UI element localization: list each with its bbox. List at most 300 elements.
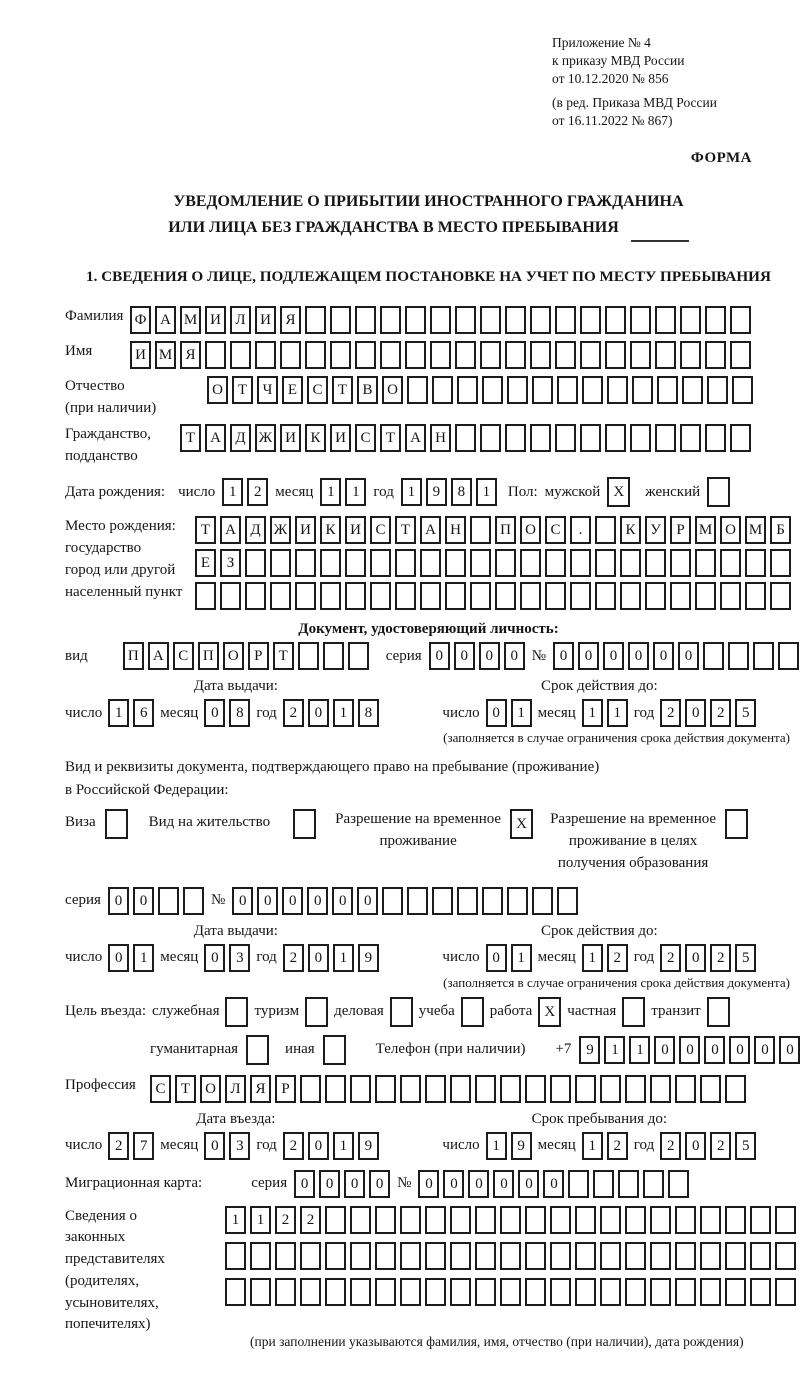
char-cell[interactable] — [270, 549, 291, 577]
char-cell[interactable] — [682, 376, 703, 404]
char-cell[interactable]: 1 — [511, 699, 532, 727]
char-cell[interactable]: О — [207, 376, 228, 404]
char-cell[interactable] — [580, 424, 601, 452]
char-cell[interactable] — [482, 376, 503, 404]
char-cell[interactable]: 1 — [629, 1036, 650, 1064]
char-cell[interactable] — [770, 549, 791, 577]
char-cell[interactable] — [470, 582, 491, 610]
char-cell[interactable] — [355, 341, 376, 369]
char-cell[interactable] — [645, 582, 666, 610]
char-cell[interactable]: 0 — [429, 642, 450, 670]
char-cell[interactable]: 2 — [660, 944, 681, 972]
char-cell[interactable] — [582, 376, 603, 404]
char-cell[interactable]: X — [607, 477, 630, 507]
char-cell[interactable] — [445, 582, 466, 610]
char-cell[interactable]: 2 — [283, 699, 304, 727]
char-cell[interactable] — [700, 1206, 721, 1234]
char-cell[interactable] — [325, 1242, 346, 1270]
char-cell[interactable] — [246, 1035, 269, 1065]
char-cell[interactable] — [545, 549, 566, 577]
char-cell[interactable]: 2 — [710, 944, 731, 972]
char-cell[interactable]: 2 — [660, 1132, 681, 1160]
char-cell[interactable] — [655, 424, 676, 452]
char-cell[interactable] — [275, 1242, 296, 1270]
char-cell[interactable]: А — [220, 516, 241, 544]
char-cell[interactable]: А — [155, 306, 176, 334]
char-cell[interactable]: Р — [248, 642, 269, 670]
char-cell[interactable] — [655, 306, 676, 334]
char-cell[interactable] — [250, 1278, 271, 1306]
char-cell[interactable]: 0 — [108, 887, 129, 915]
char-cell[interactable]: 9 — [358, 944, 379, 972]
char-cell[interactable] — [555, 306, 576, 334]
char-cell[interactable]: С — [355, 424, 376, 452]
char-cell[interactable] — [507, 887, 528, 915]
char-cell[interactable]: 0 — [282, 887, 303, 915]
char-cell[interactable] — [230, 341, 251, 369]
char-cell[interactable] — [295, 549, 316, 577]
char-cell[interactable]: 0 — [704, 1036, 725, 1064]
char-cell[interactable] — [530, 424, 551, 452]
char-cell[interactable]: 2 — [283, 944, 304, 972]
char-cell[interactable]: К — [305, 424, 326, 452]
char-cell[interactable] — [680, 424, 701, 452]
char-cell[interactable] — [725, 1206, 746, 1234]
char-cell[interactable]: Ж — [255, 424, 276, 452]
char-cell[interactable] — [730, 341, 751, 369]
char-cell[interactable] — [625, 1242, 646, 1270]
char-cell[interactable]: 1 — [345, 478, 366, 506]
char-cell[interactable] — [600, 1075, 621, 1103]
char-cell[interactable]: 8 — [451, 478, 472, 506]
char-cell[interactable] — [345, 549, 366, 577]
char-cell[interactable] — [348, 642, 369, 670]
char-cell[interactable]: 0 — [443, 1170, 464, 1198]
char-cell[interactable]: Т — [232, 376, 253, 404]
char-cell[interactable] — [750, 1278, 771, 1306]
char-cell[interactable]: 0 — [685, 1132, 706, 1160]
char-cell[interactable] — [775, 1278, 796, 1306]
char-cell[interactable]: О — [223, 642, 244, 670]
char-cell[interactable] — [380, 341, 401, 369]
char-cell[interactable] — [480, 341, 501, 369]
char-cell[interactable] — [370, 582, 391, 610]
char-cell[interactable] — [707, 376, 728, 404]
char-cell[interactable] — [703, 642, 724, 670]
char-cell[interactable]: 0 — [204, 944, 225, 972]
char-cell[interactable] — [461, 997, 484, 1027]
char-cell[interactable] — [670, 549, 691, 577]
char-cell[interactable]: Т — [332, 376, 353, 404]
char-cell[interactable]: Р — [275, 1075, 296, 1103]
char-cell[interactable]: 2 — [275, 1206, 296, 1234]
char-cell[interactable]: И — [345, 516, 366, 544]
char-cell[interactable] — [630, 306, 651, 334]
char-cell[interactable]: 0 — [344, 1170, 365, 1198]
char-cell[interactable]: 0 — [654, 1036, 675, 1064]
char-cell[interactable] — [505, 424, 526, 452]
char-cell[interactable] — [455, 306, 476, 334]
char-cell[interactable] — [625, 1278, 646, 1306]
char-cell[interactable] — [430, 341, 451, 369]
char-cell[interactable] — [400, 1075, 421, 1103]
char-cell[interactable] — [495, 582, 516, 610]
char-cell[interactable]: 0 — [308, 1132, 329, 1160]
char-cell[interactable] — [595, 549, 616, 577]
char-cell[interactable]: И — [255, 306, 276, 334]
char-cell[interactable] — [505, 341, 526, 369]
char-cell[interactable] — [420, 582, 441, 610]
char-cell[interactable] — [432, 376, 453, 404]
char-cell[interactable]: С — [150, 1075, 171, 1103]
char-cell[interactable] — [525, 1242, 546, 1270]
char-cell[interactable]: К — [320, 516, 341, 544]
char-cell[interactable] — [380, 306, 401, 334]
char-cell[interactable]: 0 — [504, 642, 525, 670]
char-cell[interactable] — [245, 582, 266, 610]
char-cell[interactable] — [618, 1170, 639, 1198]
char-cell[interactable]: А — [148, 642, 169, 670]
char-cell[interactable] — [470, 516, 491, 544]
char-cell[interactable] — [395, 549, 416, 577]
char-cell[interactable] — [695, 582, 716, 610]
char-cell[interactable]: 5 — [735, 699, 756, 727]
char-cell[interactable] — [305, 341, 326, 369]
char-cell[interactable] — [400, 1206, 421, 1234]
char-cell[interactable] — [220, 582, 241, 610]
char-cell[interactable]: 1 — [582, 944, 603, 972]
char-cell[interactable] — [600, 1206, 621, 1234]
char-cell[interactable] — [475, 1075, 496, 1103]
char-cell[interactable]: 0 — [486, 944, 507, 972]
char-cell[interactable]: 1 — [607, 699, 628, 727]
char-cell[interactable]: 2 — [607, 944, 628, 972]
char-cell[interactable] — [605, 424, 626, 452]
char-cell[interactable] — [250, 1242, 271, 1270]
char-cell[interactable] — [668, 1170, 689, 1198]
char-cell[interactable] — [593, 1170, 614, 1198]
char-cell[interactable] — [570, 582, 591, 610]
char-cell[interactable]: 0 — [729, 1036, 750, 1064]
char-cell[interactable] — [650, 1075, 671, 1103]
char-cell[interactable] — [550, 1242, 571, 1270]
char-cell[interactable] — [425, 1242, 446, 1270]
char-cell[interactable]: 2 — [283, 1132, 304, 1160]
char-cell[interactable]: С — [370, 516, 391, 544]
char-cell[interactable]: 0 — [493, 1170, 514, 1198]
char-cell[interactable]: А — [205, 424, 226, 452]
char-cell[interactable]: 0 — [543, 1170, 564, 1198]
char-cell[interactable] — [607, 376, 628, 404]
char-cell[interactable]: 1 — [582, 1132, 603, 1160]
char-cell[interactable]: 9 — [358, 1132, 379, 1160]
char-cell[interactable] — [505, 306, 526, 334]
char-cell[interactable] — [530, 341, 551, 369]
char-cell[interactable] — [620, 582, 641, 610]
char-cell[interactable] — [375, 1278, 396, 1306]
char-cell[interactable]: С — [545, 516, 566, 544]
char-cell[interactable] — [480, 424, 501, 452]
char-cell[interactable] — [705, 306, 726, 334]
char-cell[interactable]: 0 — [308, 944, 329, 972]
char-cell[interactable] — [650, 1278, 671, 1306]
char-cell[interactable]: 7 — [133, 1132, 154, 1160]
char-cell[interactable] — [545, 582, 566, 610]
char-cell[interactable]: 9 — [579, 1036, 600, 1064]
char-cell[interactable]: П — [495, 516, 516, 544]
char-cell[interactable] — [622, 997, 645, 1027]
char-cell[interactable]: М — [155, 341, 176, 369]
char-cell[interactable] — [675, 1278, 696, 1306]
char-cell[interactable] — [725, 809, 748, 839]
char-cell[interactable] — [390, 997, 413, 1027]
char-cell[interactable] — [700, 1075, 721, 1103]
char-cell[interactable] — [500, 1206, 521, 1234]
char-cell[interactable]: 0 — [232, 887, 253, 915]
char-cell[interactable]: Я — [250, 1075, 271, 1103]
char-cell[interactable]: Н — [445, 516, 466, 544]
char-cell[interactable]: М — [745, 516, 766, 544]
char-cell[interactable]: Л — [230, 306, 251, 334]
char-cell[interactable]: 0 — [257, 887, 278, 915]
char-cell[interactable]: Т — [273, 642, 294, 670]
char-cell[interactable] — [475, 1242, 496, 1270]
char-cell[interactable] — [775, 1206, 796, 1234]
char-cell[interactable]: О — [520, 516, 541, 544]
char-cell[interactable]: И — [205, 306, 226, 334]
char-cell[interactable]: Т — [175, 1075, 196, 1103]
char-cell[interactable]: О — [382, 376, 403, 404]
char-cell[interactable]: 1 — [333, 699, 354, 727]
char-cell[interactable]: 0 — [133, 887, 154, 915]
char-cell[interactable] — [520, 582, 541, 610]
char-cell[interactable] — [375, 1075, 396, 1103]
char-cell[interactable]: 1 — [222, 478, 243, 506]
char-cell[interactable]: 1 — [476, 478, 497, 506]
char-cell[interactable] — [455, 424, 476, 452]
char-cell[interactable]: С — [173, 642, 194, 670]
char-cell[interactable] — [320, 549, 341, 577]
char-cell[interactable]: 0 — [307, 887, 328, 915]
char-cell[interactable] — [305, 306, 326, 334]
char-cell[interactable] — [105, 809, 128, 839]
char-cell[interactable]: В — [357, 376, 378, 404]
char-cell[interactable] — [205, 341, 226, 369]
char-cell[interactable]: Ж — [270, 516, 291, 544]
char-cell[interactable]: И — [330, 424, 351, 452]
char-cell[interactable] — [655, 341, 676, 369]
char-cell[interactable]: 0 — [204, 1132, 225, 1160]
char-cell[interactable]: И — [130, 341, 151, 369]
char-cell[interactable] — [525, 1206, 546, 1234]
char-cell[interactable] — [300, 1242, 321, 1270]
char-cell[interactable] — [732, 376, 753, 404]
char-cell[interactable] — [407, 887, 428, 915]
char-cell[interactable] — [370, 549, 391, 577]
char-cell[interactable]: К — [620, 516, 641, 544]
char-cell[interactable]: 0 — [754, 1036, 775, 1064]
char-cell[interactable] — [705, 341, 726, 369]
char-cell[interactable] — [432, 887, 453, 915]
char-cell[interactable] — [557, 887, 578, 915]
char-cell[interactable]: 0 — [685, 699, 706, 727]
char-cell[interactable]: 8 — [358, 699, 379, 727]
char-cell[interactable] — [550, 1278, 571, 1306]
char-cell[interactable] — [625, 1206, 646, 1234]
char-cell[interactable] — [293, 809, 316, 839]
char-cell[interactable]: П — [198, 642, 219, 670]
char-cell[interactable]: 2 — [247, 478, 268, 506]
char-cell[interactable]: 1 — [511, 944, 532, 972]
char-cell[interactable] — [705, 424, 726, 452]
char-cell[interactable] — [645, 549, 666, 577]
char-cell[interactable]: 1 — [333, 944, 354, 972]
char-cell[interactable]: И — [295, 516, 316, 544]
char-cell[interactable] — [420, 549, 441, 577]
char-cell[interactable] — [753, 642, 774, 670]
char-cell[interactable] — [330, 306, 351, 334]
char-cell[interactable] — [407, 376, 428, 404]
char-cell[interactable] — [525, 1075, 546, 1103]
char-cell[interactable] — [280, 341, 301, 369]
char-cell[interactable]: 1 — [582, 699, 603, 727]
char-cell[interactable]: X — [510, 809, 533, 839]
char-cell[interactable] — [270, 582, 291, 610]
char-cell[interactable]: 5 — [735, 1132, 756, 1160]
char-cell[interactable] — [575, 1242, 596, 1270]
char-cell[interactable] — [625, 1075, 646, 1103]
char-cell[interactable] — [550, 1206, 571, 1234]
char-cell[interactable]: Л — [225, 1075, 246, 1103]
char-cell[interactable] — [643, 1170, 664, 1198]
char-cell[interactable]: 0 — [369, 1170, 390, 1198]
char-cell[interactable]: 1 — [133, 944, 154, 972]
char-cell[interactable]: 0 — [628, 642, 649, 670]
char-cell[interactable]: 1 — [333, 1132, 354, 1160]
char-cell[interactable] — [675, 1075, 696, 1103]
char-cell[interactable] — [728, 642, 749, 670]
char-cell[interactable] — [725, 1075, 746, 1103]
char-cell[interactable] — [350, 1242, 371, 1270]
char-cell[interactable] — [323, 642, 344, 670]
char-cell[interactable] — [350, 1075, 371, 1103]
char-cell[interactable] — [475, 1278, 496, 1306]
char-cell[interactable]: 2 — [710, 1132, 731, 1160]
char-cell[interactable] — [568, 1170, 589, 1198]
char-cell[interactable] — [425, 1278, 446, 1306]
char-cell[interactable]: 0 — [294, 1170, 315, 1198]
char-cell[interactable] — [225, 997, 248, 1027]
char-cell[interactable] — [745, 549, 766, 577]
char-cell[interactable] — [580, 341, 601, 369]
char-cell[interactable] — [775, 1242, 796, 1270]
char-cell[interactable] — [600, 1242, 621, 1270]
char-cell[interactable]: 2 — [300, 1206, 321, 1234]
char-cell[interactable] — [300, 1278, 321, 1306]
char-cell[interactable] — [532, 887, 553, 915]
char-cell[interactable]: А — [405, 424, 426, 452]
char-cell[interactable]: 1 — [604, 1036, 625, 1064]
char-cell[interactable] — [557, 376, 578, 404]
char-cell[interactable] — [320, 582, 341, 610]
char-cell[interactable] — [532, 376, 553, 404]
char-cell[interactable]: 0 — [518, 1170, 539, 1198]
char-cell[interactable]: 5 — [735, 944, 756, 972]
char-cell[interactable] — [375, 1242, 396, 1270]
char-cell[interactable]: 0 — [479, 642, 500, 670]
char-cell[interactable] — [425, 1075, 446, 1103]
char-cell[interactable] — [555, 424, 576, 452]
char-cell[interactable] — [450, 1206, 471, 1234]
char-cell[interactable]: П — [123, 642, 144, 670]
char-cell[interactable] — [158, 887, 179, 915]
char-cell[interactable]: 1 — [401, 478, 422, 506]
char-cell[interactable] — [507, 376, 528, 404]
char-cell[interactable]: 0 — [332, 887, 353, 915]
char-cell[interactable]: Б — [770, 516, 791, 544]
char-cell[interactable] — [750, 1206, 771, 1234]
char-cell[interactable] — [457, 887, 478, 915]
char-cell[interactable] — [695, 549, 716, 577]
char-cell[interactable] — [405, 341, 426, 369]
char-cell[interactable] — [700, 1242, 721, 1270]
char-cell[interactable] — [657, 376, 678, 404]
char-cell[interactable] — [555, 341, 576, 369]
char-cell[interactable]: 9 — [426, 478, 447, 506]
char-cell[interactable] — [325, 1206, 346, 1234]
char-cell[interactable]: Н — [430, 424, 451, 452]
char-cell[interactable] — [225, 1242, 246, 1270]
char-cell[interactable] — [575, 1278, 596, 1306]
char-cell[interactable]: Я — [180, 341, 201, 369]
char-cell[interactable]: Я — [280, 306, 301, 334]
char-cell[interactable] — [470, 549, 491, 577]
char-cell[interactable]: З — [220, 549, 241, 577]
char-cell[interactable] — [605, 341, 626, 369]
char-cell[interactable]: Р — [670, 516, 691, 544]
char-cell[interactable] — [475, 1206, 496, 1234]
char-cell[interactable] — [650, 1242, 671, 1270]
char-cell[interactable] — [183, 887, 204, 915]
char-cell[interactable] — [770, 582, 791, 610]
char-cell[interactable] — [325, 1278, 346, 1306]
char-cell[interactable] — [450, 1278, 471, 1306]
char-cell[interactable]: 0 — [204, 699, 225, 727]
char-cell[interactable] — [730, 306, 751, 334]
char-cell[interactable] — [595, 516, 616, 544]
char-cell[interactable] — [255, 341, 276, 369]
char-cell[interactable]: 0 — [779, 1036, 800, 1064]
char-cell[interactable] — [580, 306, 601, 334]
char-cell[interactable]: 0 — [678, 642, 699, 670]
char-cell[interactable]: 2 — [660, 699, 681, 727]
char-cell[interactable]: Д — [230, 424, 251, 452]
char-cell[interactable]: У — [645, 516, 666, 544]
char-cell[interactable] — [305, 997, 328, 1027]
char-cell[interactable]: Т — [180, 424, 201, 452]
char-cell[interactable]: 0 — [468, 1170, 489, 1198]
char-cell[interactable]: 3 — [229, 1132, 250, 1160]
char-cell[interactable]: А — [420, 516, 441, 544]
char-cell[interactable]: 0 — [486, 699, 507, 727]
char-cell[interactable] — [675, 1242, 696, 1270]
char-cell[interactable] — [630, 424, 651, 452]
char-cell[interactable] — [450, 1075, 471, 1103]
char-cell[interactable] — [605, 306, 626, 334]
char-cell[interactable] — [225, 1278, 246, 1306]
char-cell[interactable] — [550, 1075, 571, 1103]
char-cell[interactable] — [450, 1242, 471, 1270]
